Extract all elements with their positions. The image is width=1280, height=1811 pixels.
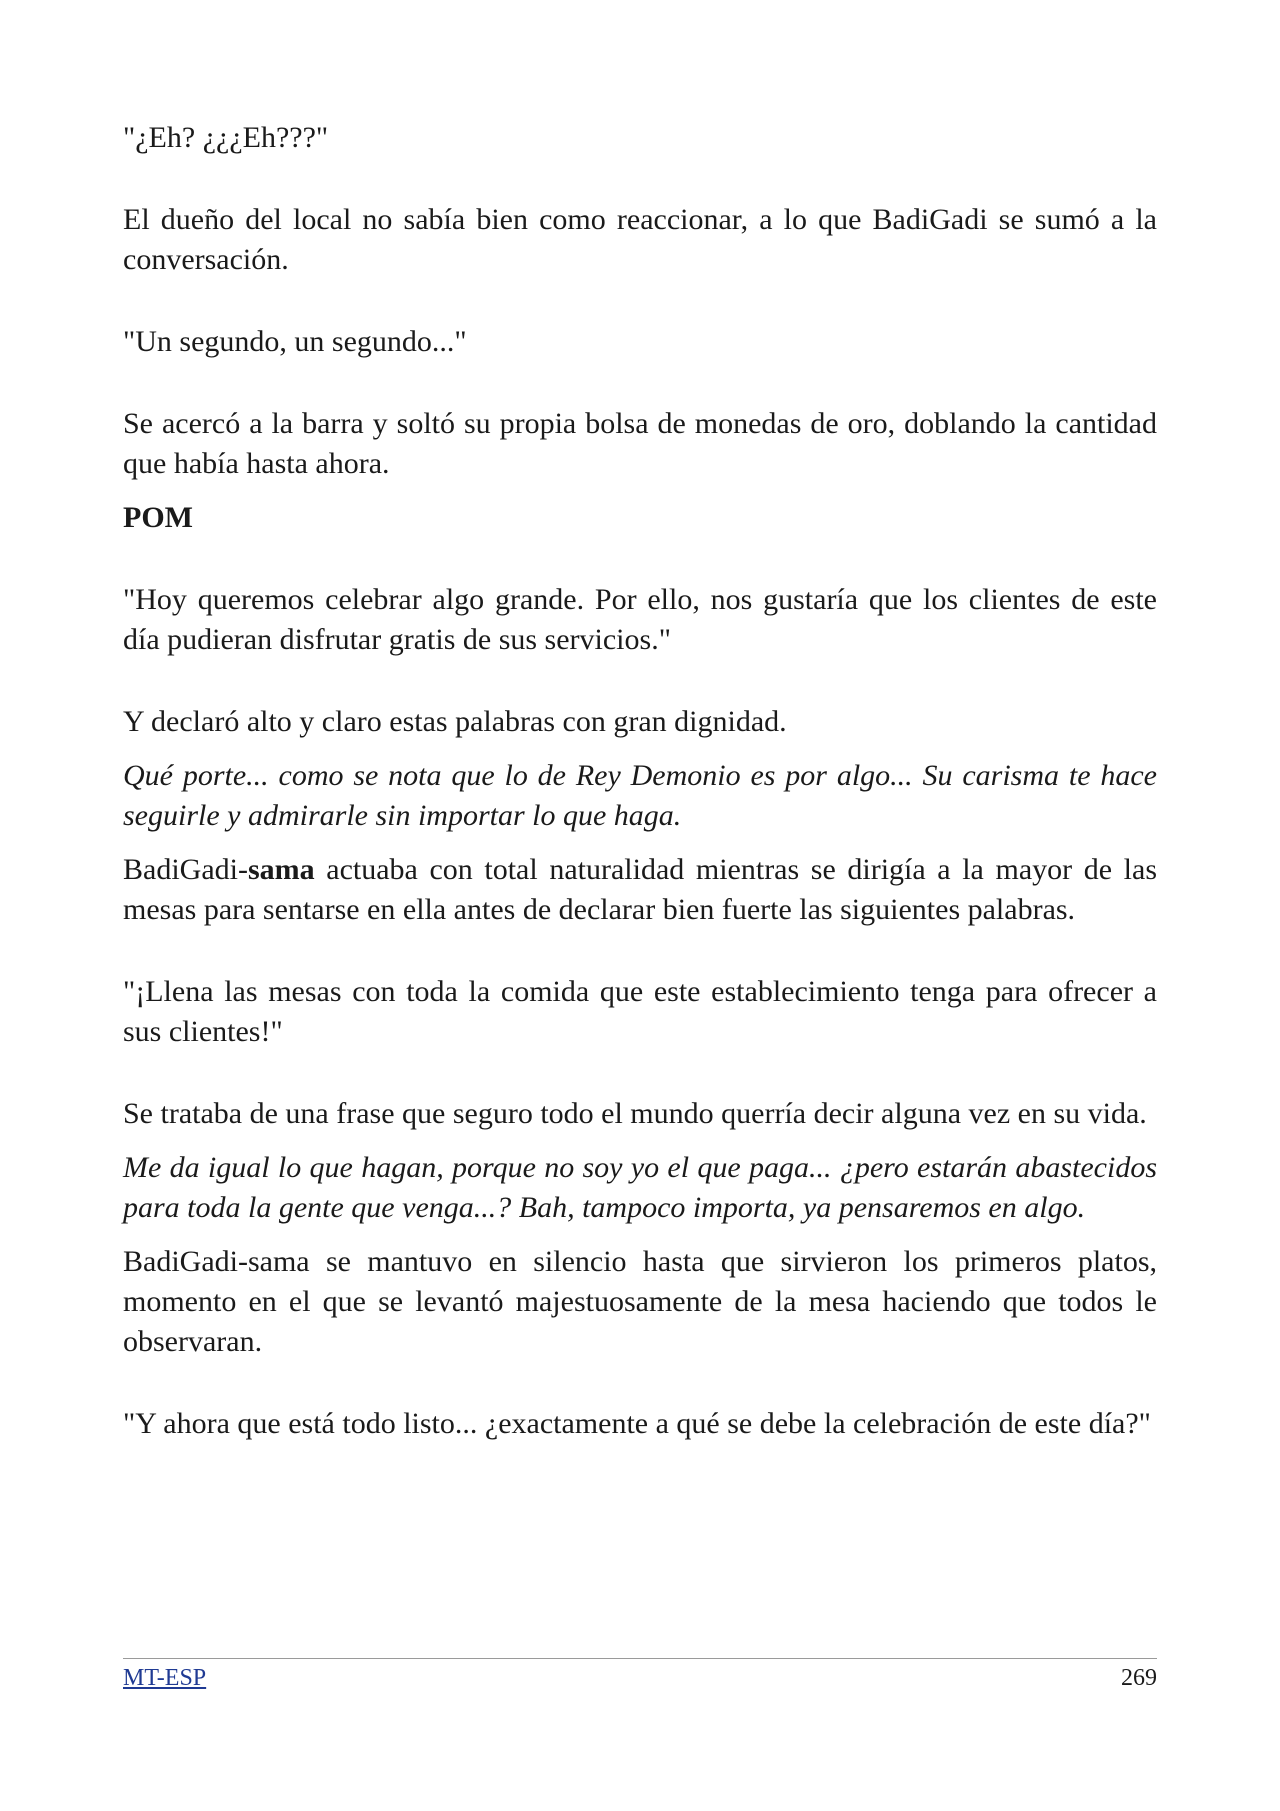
paragraph-dialogue: "Hoy queremos celebrar algo grande. Por ello, nos gustaría que los clientes de este día pudieran disfrutar gratis de sus servicios." bbox=[123, 583, 1157, 656]
paragraph-dialogue: "Un segundo, un segundo..." bbox=[123, 325, 467, 358]
paragraph-narration: Se trataba de una frase que seguro todo el mundo querría decir alguna vez en su vida. bbox=[123, 1097, 1147, 1130]
paragraph-thought: Qué porte... como se nota que lo de Rey Demonio es por algo... Su carisma te hace seguirle y admirarle sin importar lo que haga. bbox=[123, 759, 1157, 832]
page-number: 269 bbox=[1121, 1665, 1157, 1691]
paragraph-narration: BadiGadi-sama se mantuvo en silencio hasta que sirvieron los primeros platos, momento en el que se levantó majestuosamente de la mesa haciendo que todos le observaran. bbox=[123, 1245, 1157, 1358]
paragraph-dialogue: "Y ahora que está todo listo... ¿exactamente a qué se debe la celebración de este día?" bbox=[123, 1407, 1151, 1440]
paragraph-thought: Me da igual lo que hagan, porque no soy yo el que paga... ¿pero estarán abastecidos para toda la gente que venga...? Bah, tampoco importa, ya pensaremos en algo. bbox=[123, 1151, 1157, 1224]
paragraph-narration: Y declaró alto y claro estas palabras con gran dignidad. bbox=[123, 705, 787, 738]
sound-effect: POM bbox=[123, 501, 193, 534]
page-footer bbox=[123, 1658, 1157, 1691]
page-body bbox=[123, 118, 1157, 1444]
paragraph-rest: actuaba con total naturalidad mientras se dirigía a la mayor de las mesas para sentarse en ella antes de declarar bien fuerte las siguientes palabras. bbox=[123, 853, 1157, 926]
footer-link[interactable]: MT-ESP bbox=[123, 1665, 207, 1691]
paragraph-dialogue: "¿Eh? ¿¿¿Eh???" bbox=[123, 121, 329, 154]
paragraph-narration: Se acercó a la barra y soltó su propia bolsa de monedas de oro, doblando la cantidad que había hasta ahora. bbox=[123, 407, 1157, 480]
honorific: sama bbox=[247, 853, 315, 886]
paragraph-dialogue: "¡Llena las mesas con toda la comida que este establecimiento tenga para ofrecer a sus clientes!" bbox=[123, 975, 1157, 1048]
character-name: BadiGadi- bbox=[123, 853, 248, 886]
paragraph-narration: El dueño del local no sabía bien como reaccionar, a lo que BadiGadi se sumó a la conversación. bbox=[123, 203, 1157, 276]
paragraph-narration bbox=[123, 850, 1157, 930]
